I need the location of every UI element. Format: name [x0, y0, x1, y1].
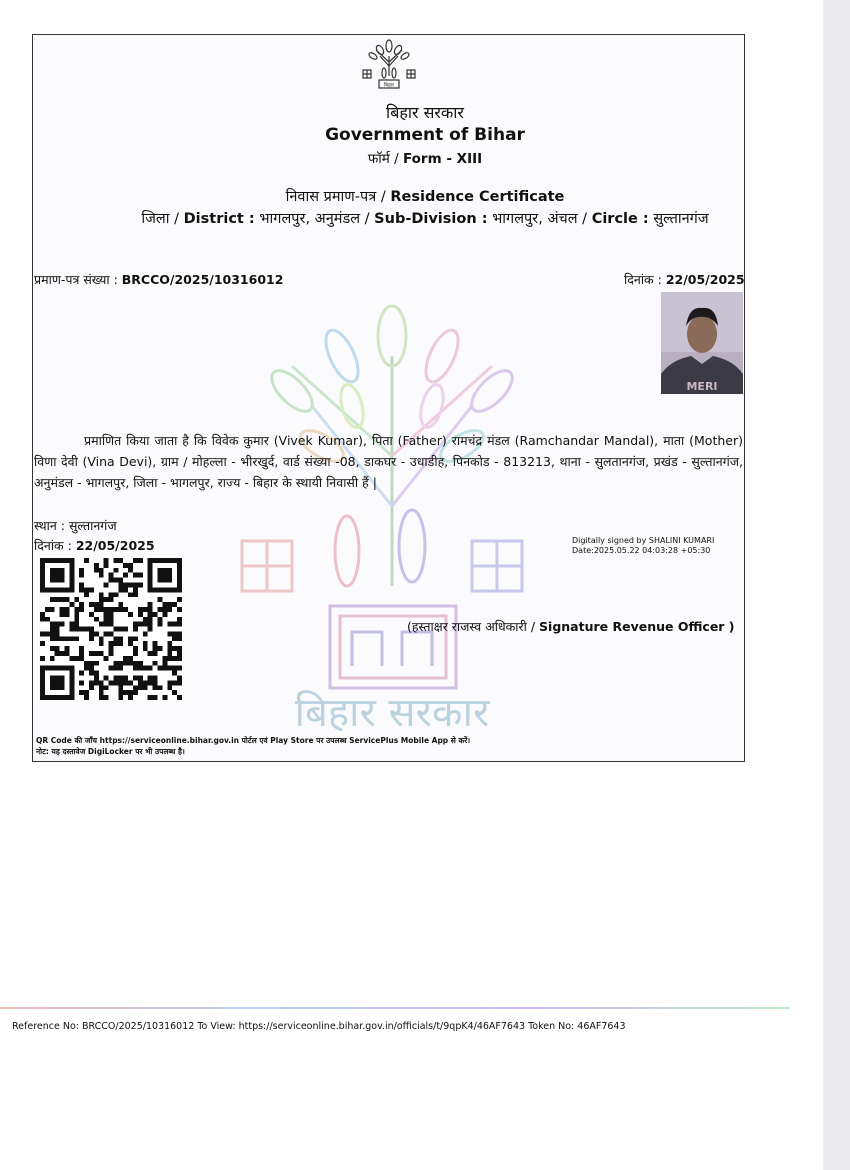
certificate-title: निवास प्रमाण-पत्र / Residence Certificate	[285, 189, 565, 205]
qr-verification-note: QR Code की जाँच https://serviceonline.bihar.gov.in पोर्टल एवं Play Store पर उपलब्ध ServicePlus Mobile App से करें।	[36, 736, 471, 745]
certificate-number	[34, 271, 283, 288]
subdivision-label-hindi: अनुमंडल	[314, 211, 361, 227]
gov-title-english: Government of Bihar	[325, 125, 525, 145]
form-number: फॉर्म / Form - XIII	[367, 151, 483, 167]
emblem-text: बिहार	[383, 82, 395, 89]
gov-title-hindi: बिहार सरकार	[386, 103, 464, 122]
circle-label-english: Circle :	[591, 211, 649, 227]
cert-title-hindi: निवास प्रमाण-पत्र	[285, 189, 377, 205]
cert-no-label: प्रमाण-पत्र संख्या :	[34, 272, 118, 287]
certificate-body: प्रमाणित किया जाता है कि विवेक कुमार (Vivek Kumar), पिता (Father) रामचंद्र मंडल (Ramchandar Mandal), माता (Mother) विणा देवी (Vina Devi), ग्राम / मोहल्ला - भीरखुर्द, वार्ड संख्या -08, डाकघर - उधाडीह, पिनकोड - 813213, थाना - सुलतानगंज, प्रखंड - सुल्तानगंज, अनुमंडल - भागलपुर, जिला - भागलपुर, राज्य - बिहार के स्थायी निवासी हैं |	[34, 433, 743, 490]
cert-date-label: दिनांक :	[624, 272, 662, 287]
officer-english: Signature Revenue Officer )	[539, 619, 735, 634]
officer-signature-label: (हस्ताक्षर राजस्व अधिकारी / Signature Revenue Officer )	[407, 619, 735, 634]
digital-signature	[572, 536, 714, 556]
district-label-english: District :	[183, 211, 255, 227]
signed-by: Digitally signed by SHALINI KUMARI	[572, 536, 715, 545]
bihar-watermark-icon	[232, 296, 552, 736]
jurisdiction-line: जिला / District : भागलपुर, अनुमंडल / Sub-Division : भागलपुर, अंचल / Circle : सुल्तानगंज	[141, 211, 709, 227]
digilocker-note: नोट: यह दस्तावेज DigiLocker पर भी उपलब्ध है।	[36, 747, 185, 756]
applicant-photo	[661, 292, 743, 394]
subdivision-value: भागलपुर,	[492, 211, 543, 227]
cert-date-value: 22/05/2025	[665, 272, 745, 287]
bihar-emblem-icon	[358, 36, 420, 98]
circle-value: सुल्तानगंज	[653, 211, 709, 227]
watermark-text: बिहार सरकार	[294, 690, 490, 736]
place-date-line	[34, 537, 155, 554]
district-label-hindi: जिला	[141, 211, 170, 227]
place-date-value: 22/05/2025	[75, 538, 155, 553]
circle-label-hindi: अंचल	[547, 211, 578, 227]
cert-no-value: BRCCO/2025/10316012	[121, 272, 284, 287]
officer-hindi: (हस्ताक्षर राजस्व अधिकारी	[407, 619, 527, 634]
footer-reference: Reference No: BRCCO/2025/10316012 To View: https://serviceonline.bihar.gov.in/officials/t/9qpK4/46AF7643 Token No: 46AF7643	[12, 1021, 626, 1032]
paper-edge	[823, 0, 850, 1170]
district-value: भागलपुर,	[259, 211, 311, 227]
qr-code[interactable]	[40, 558, 182, 700]
place-line	[34, 517, 117, 534]
signed-date: Date:2025.05.22 04:03:28 +05:30	[572, 546, 711, 555]
footer-divider	[0, 1007, 790, 1009]
cert-title-english: Residence Certificate	[390, 189, 565, 205]
certificate-date	[624, 271, 745, 288]
subdivision-label-english: Sub-Division :	[374, 211, 488, 227]
photo-shirt-text: MERI	[686, 380, 718, 393]
place-value: सुल्तानगंज	[68, 518, 117, 533]
form-hindi: फॉर्म	[367, 151, 390, 167]
place-label: स्थान :	[34, 518, 65, 533]
place-date-label: दिनांक :	[34, 538, 72, 553]
form-english: Form - XIII	[402, 151, 483, 167]
